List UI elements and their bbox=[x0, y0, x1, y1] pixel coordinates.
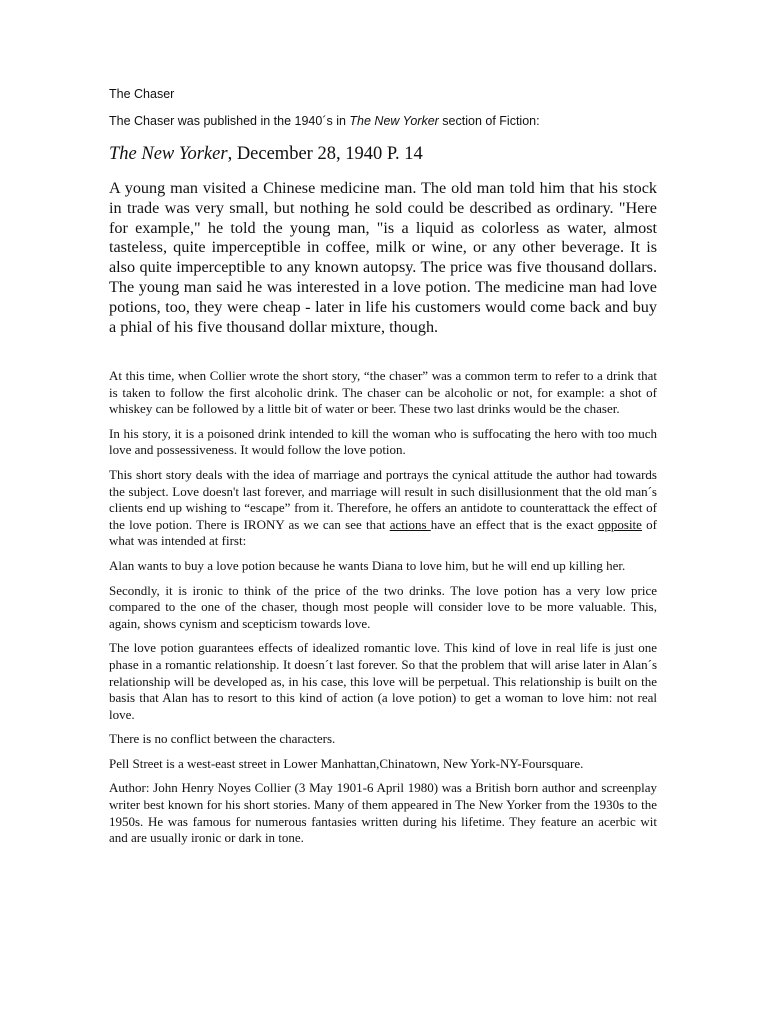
publication-line-suffix: section of Fiction: bbox=[438, 114, 540, 128]
paragraph-pell-street: Pell Street is a west-east street in Lower Manhattan,Chinatown, New York-NY-Foursquare. bbox=[109, 755, 584, 771]
paragraph-author: Author: John Henry Noyes Collier (3 May 1901-6 April 1980) was a British born author and screenplay writer best known for his short stories. Many of them appeared in The New Yorker from the 1930s to the 1950s. He was famous for numerous fantasies written during his lifetime. They feature an acerbic wit and are usually ironic or dark in tone. bbox=[109, 780, 657, 846]
irony-text-3: of what was intended at first: bbox=[109, 516, 657, 549]
paragraph-price: Secondly, it is ironic to think of the price of the two drinks. The love potion has a very low price compared to the one of the chaser, though most people will consider love to be more valuable. This, again, shows cynism and scepticism towards love. bbox=[109, 582, 657, 631]
paragraph-chaser-term: At this time, when Collier wrote the short story, “the chaser” was a common term to refer to a drink that is taken to follow the first alcoholic drink. The chaser can be alcoholic or not, for example: a shot of whiskey can be followed by a little bit of water or beer. These two last drinks would be the chaser. bbox=[109, 368, 657, 417]
paragraph-conflict: There is no conflict between the characters. bbox=[109, 731, 336, 747]
paragraph-alan: Alan wants to buy a love potion because he wants Diana to love him, but he will end up killing her. bbox=[109, 557, 626, 573]
underlined-actions: actions bbox=[389, 516, 431, 532]
document-title: The Chaser bbox=[109, 87, 175, 101]
paragraph-romantic-love: The love potion guarantees effects of idealized romantic love. This kind of love in real life is just one phase in a romantic relationship. It doesn´t last forever. So that the problem that will arise later in Alan´s relationship will be developed as, in his case, this love will be perpetual. This relationship is built on the basis that Alan has to resort to this kind of action (a love potion) to get a woman to love him: not real love. bbox=[109, 640, 657, 722]
underlined-opposite: opposite bbox=[597, 516, 642, 532]
analysis-body bbox=[109, 368, 657, 847]
publication-line-text: The Chaser was published in the 1940´s in bbox=[109, 114, 350, 128]
paragraph-irony bbox=[109, 467, 657, 550]
publication-line bbox=[109, 113, 540, 129]
irony-text-1: This short story deals with the idea of marriage and portrays the cynical attitude the author had towards the subject. Love doesn't last forever, and marriage will result in such disillusionment that the old man´s clients end up wishing to “escape” from it. Therefore, he offers an antidote to counterattack the effect of the love potion. There is IRONY as we can see that bbox=[109, 466, 657, 532]
issue-heading bbox=[109, 142, 423, 166]
publication-name: The New Yorker bbox=[349, 114, 439, 128]
issue-date: , December 28, 1940 P. 14 bbox=[227, 144, 423, 164]
irony-text-2: have an effect that is the exact bbox=[430, 516, 598, 532]
story-summary: A young man visited a Chinese medicine man. The old man told him that his stock in trade was very small, but nothing he sold could be described as ordinary. "Here for example," he told the young man, "is a liquid as colorless as water, almost tasteless, quite imperceptible in coffee, milk or wine, or any other beverage. It is also quite imperceptible to any known autopsy. The price was five thousand dollars. The young man said he was interested in a love potion. The medicine man had love potions, too, they were cheap - later in life his customers would come back and buy a phial of his five thousand dollar mixture, though. bbox=[109, 179, 657, 336]
magazine-name: The New Yorker bbox=[109, 144, 228, 164]
paragraph-poisoned-drink: In his story, it is a poisoned drink intended to kill the woman who is suffocating the hero with too much love and possessiveness. It would follow the love potion. bbox=[109, 425, 657, 458]
